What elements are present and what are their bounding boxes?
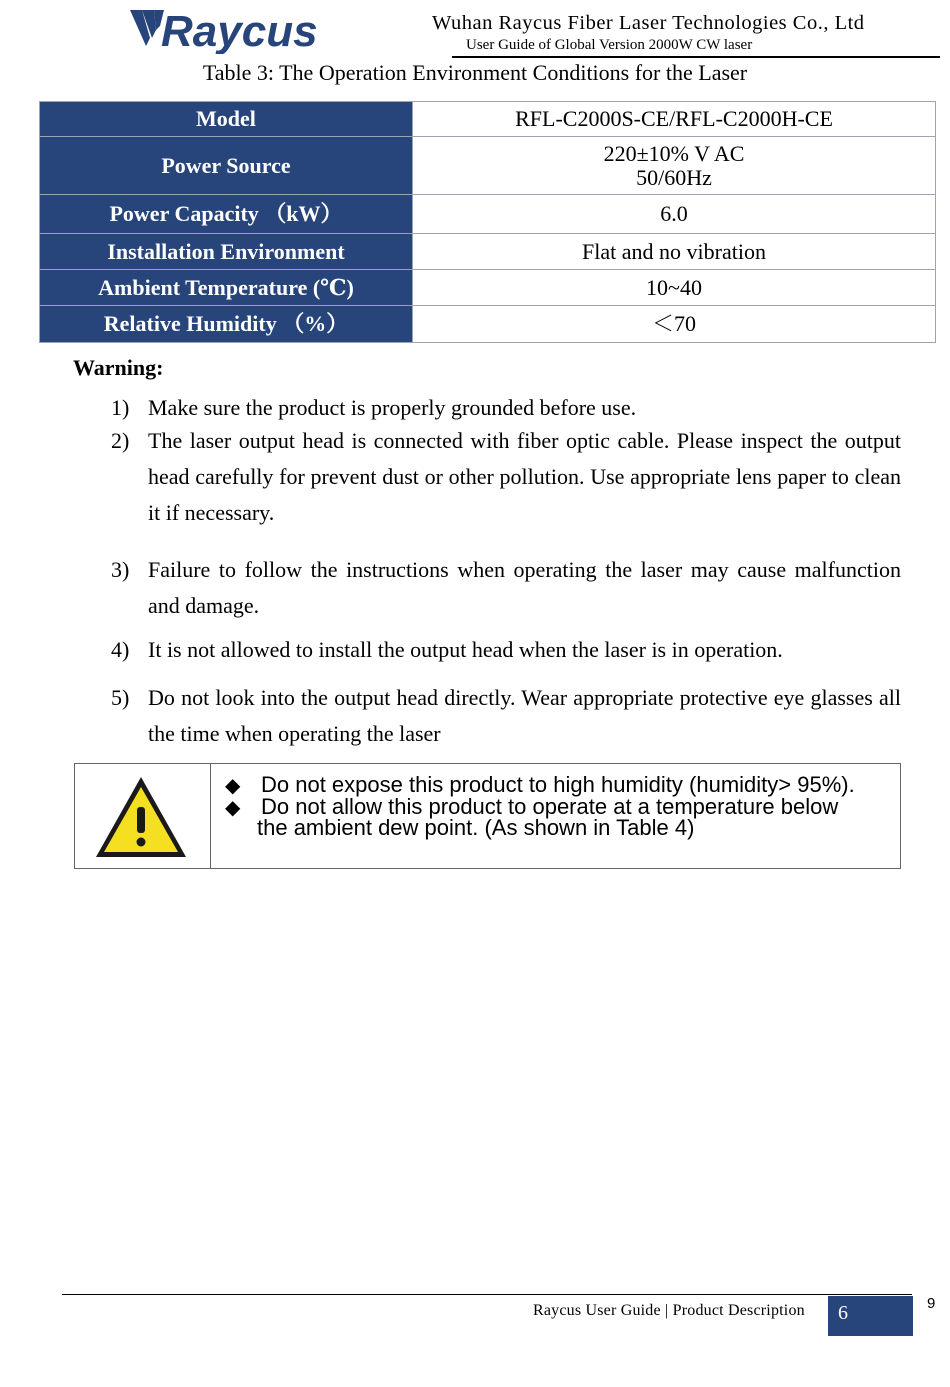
footer-text: Raycus User Guide | Product Description — [533, 1302, 805, 1319]
caution-bullet-text: Do not expose this product to high humidity (humidity> 95%). — [261, 772, 855, 797]
table-row — [40, 270, 936, 306]
row-key: Ambient Temperature (℃) — [40, 270, 413, 306]
row-value: Flat and no vibration — [413, 234, 936, 270]
table-row — [40, 102, 936, 137]
warning-item-text: Make sure the product is properly grounded before use. — [148, 395, 637, 420]
page-number: 6 — [838, 1302, 848, 1324]
raycus-logo — [128, 4, 333, 54]
logo-text: Raycus — [161, 7, 318, 54]
row-value — [413, 137, 936, 195]
warning-triangle-icon — [93, 773, 189, 861]
spec-table — [39, 101, 936, 343]
scan-page-number: 9 — [927, 1295, 936, 1312]
table-row — [40, 306, 936, 343]
warning-item-text: Do not look into the output head directly. Wear appropriate protective eye glasses all the time when operating the laser — [148, 685, 901, 746]
header-rule — [452, 56, 940, 58]
row-key: Power Source — [40, 137, 413, 195]
diamond-bullet-icon: ◆ — [225, 775, 241, 797]
caution-divider — [210, 764, 211, 868]
caution-bullet — [225, 796, 875, 846]
warning-item — [111, 390, 901, 426]
warning-item-text: The laser output head is connected with fiber optic cable. Please inspect the output head carefully for prevent dust or other pollution. Use appropriate lens paper to clean it if necessary. — [148, 428, 901, 525]
warning-item — [111, 632, 901, 668]
row-key: Power Capacity （kW） — [40, 195, 413, 234]
caution-bullet-text: Do not allow this product to operate at a temperature below the ambient dew point. (As shown in Table 4) — [257, 794, 839, 840]
warning-item — [111, 680, 901, 752]
warning-item-number: 3) — [111, 557, 130, 582]
warning-item-number: 4) — [111, 637, 130, 662]
table-row — [40, 234, 936, 270]
warning-item-text: Failure to follow the instructions when operating the laser may cause malfunction and damage. — [148, 557, 901, 618]
row-value: ＜70 — [413, 306, 936, 343]
warning-item-text: It is not allowed to install the output head when the laser is in operation. — [148, 637, 783, 662]
warning-item-number: 1) — [111, 395, 130, 420]
row-key: Installation Environment — [40, 234, 413, 270]
warning-item — [111, 552, 901, 624]
row-key: Relative Humidity （%） — [40, 306, 413, 343]
table-row — [40, 137, 936, 195]
company-name: Wuhan Raycus Fiber Laser Technologies Co., Ltd — [432, 12, 865, 34]
table-caption: Table 3: The Operation Environment Conditions for the Laser — [202, 60, 748, 85]
row-key: Model — [40, 102, 413, 137]
guide-title: User Guide of Global Version 2000W CW laser — [466, 37, 753, 53]
warning-item — [111, 423, 901, 533]
warning-item-number: 5) — [111, 685, 130, 710]
warning-item-number: 2) — [111, 428, 130, 453]
table-row — [40, 195, 936, 234]
footer-rule — [62, 1294, 912, 1295]
row-value: RFL-C2000S-CE/RFL-C2000H-CE — [413, 102, 936, 137]
row-value: 10~40 — [413, 270, 936, 306]
diamond-bullet-icon: ◆ — [225, 797, 241, 819]
row-value-line: 220±10% V AC — [603, 140, 745, 166]
row-value-line: 50/60Hz — [636, 164, 712, 190]
caution-box — [74, 763, 901, 869]
row-value: 6.0 — [413, 195, 936, 234]
warning-heading: Warning: — [73, 355, 164, 380]
